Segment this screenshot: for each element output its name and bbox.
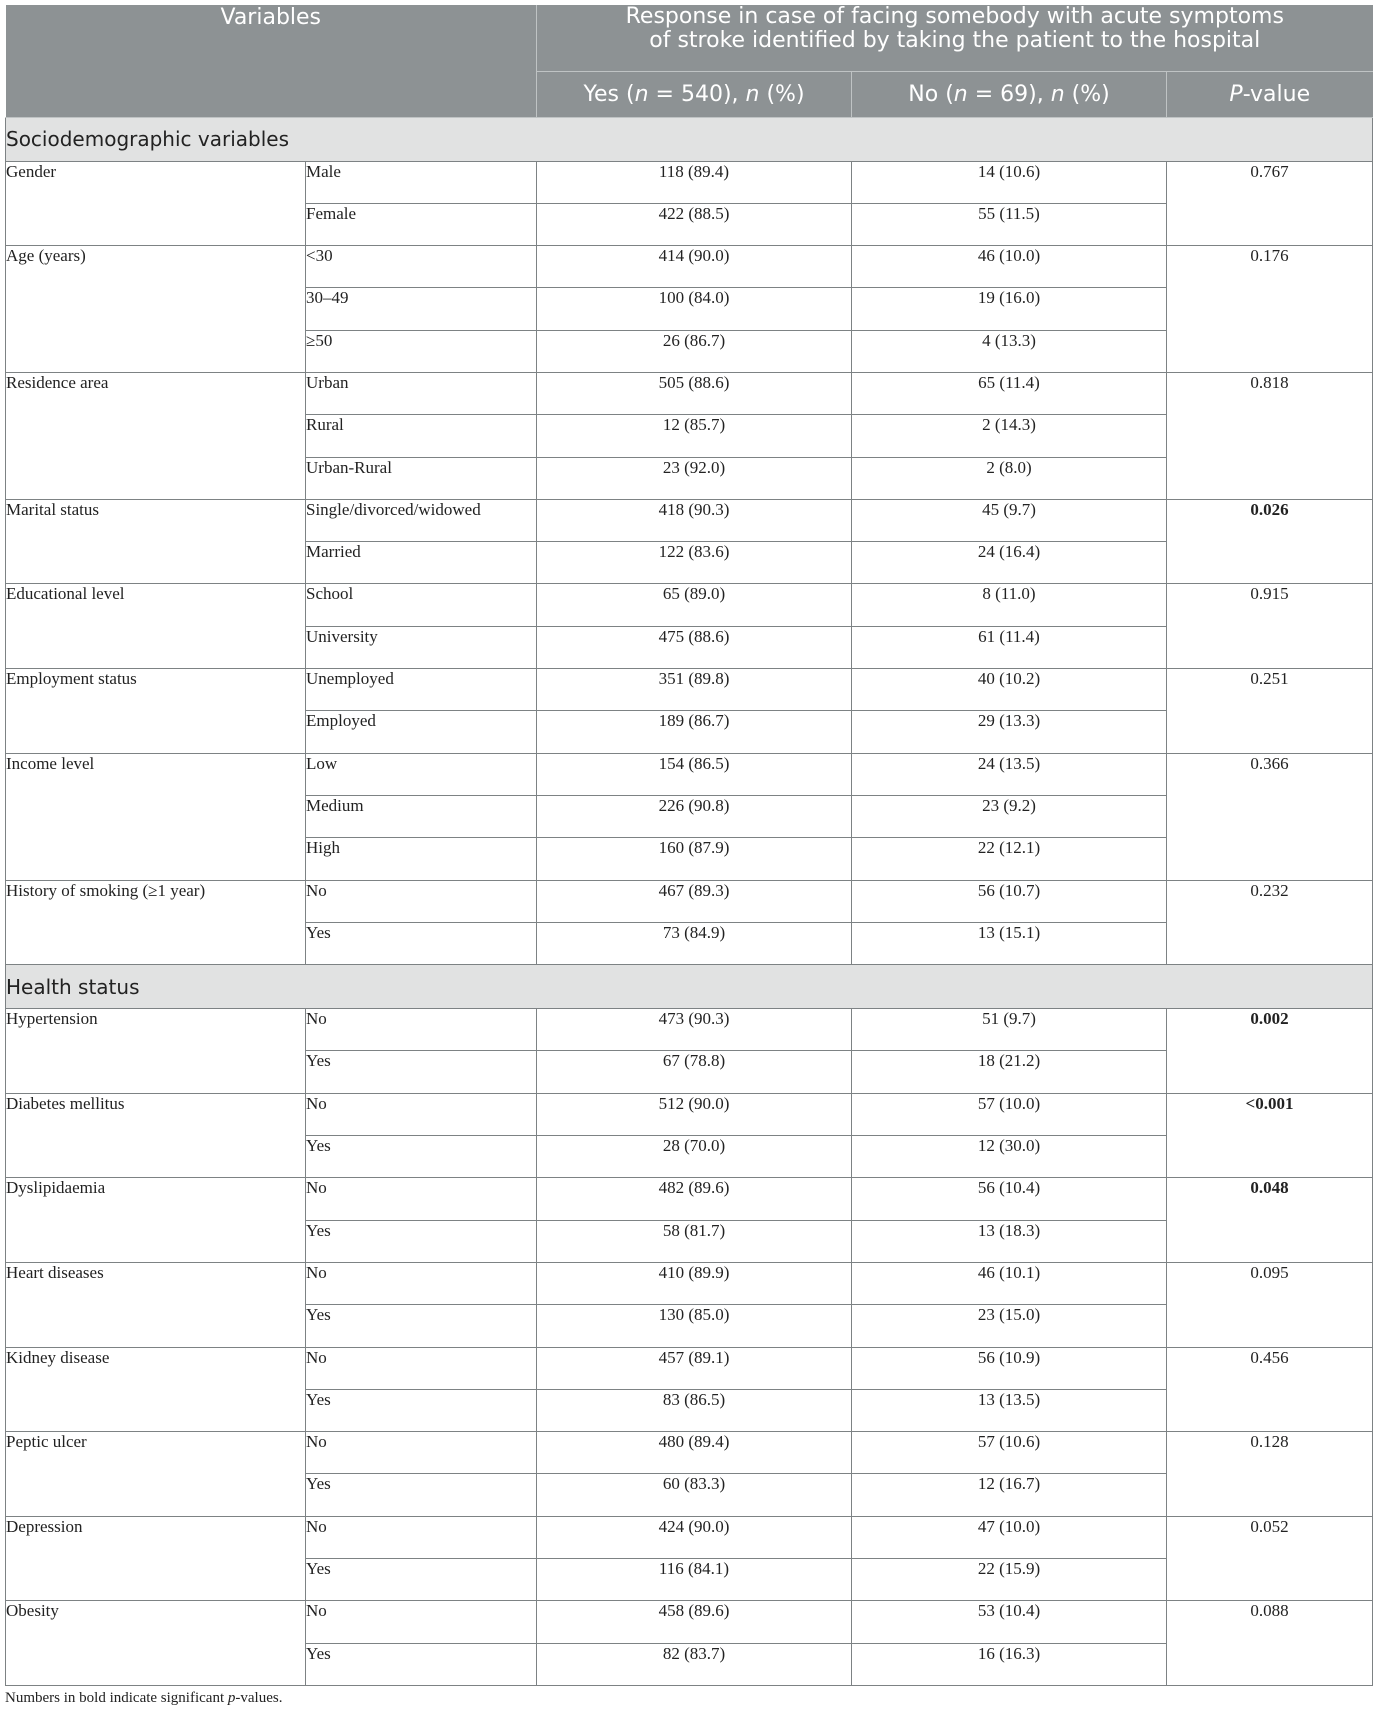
no-count: 47 (10.0) bbox=[852, 1516, 1167, 1558]
category-label: Yes bbox=[306, 1051, 537, 1093]
no-count: 12 (16.7) bbox=[852, 1474, 1167, 1516]
no-count: 14 (10.6) bbox=[852, 161, 1167, 203]
category-label: No bbox=[306, 1093, 537, 1135]
p-value: 0.818 bbox=[1167, 372, 1373, 499]
table-row bbox=[6, 1093, 1373, 1135]
table-header bbox=[6, 5, 1373, 117]
no-count: 56 (10.4) bbox=[852, 1178, 1167, 1220]
category-label: School bbox=[306, 584, 537, 626]
category-label: Yes bbox=[306, 1220, 537, 1262]
no-count: 57 (10.0) bbox=[852, 1093, 1167, 1135]
yes-count: 26 (86.7) bbox=[537, 330, 852, 372]
variable-name: Dyslipidaemia bbox=[6, 1178, 306, 1263]
p-value: 0.052 bbox=[1167, 1516, 1373, 1601]
table-body bbox=[6, 117, 1373, 1685]
variable-name: Depression bbox=[6, 1516, 306, 1601]
category-label: Employed bbox=[306, 711, 537, 753]
table-row bbox=[6, 584, 1373, 626]
no-count: 18 (21.2) bbox=[852, 1051, 1167, 1093]
yes-count: 414 (90.0) bbox=[537, 246, 852, 288]
category-label: Female bbox=[306, 203, 537, 245]
yes-count: 424 (90.0) bbox=[537, 1516, 852, 1558]
category-label: Yes bbox=[306, 1474, 537, 1516]
category-label: No bbox=[306, 1601, 537, 1643]
no-count: 13 (15.1) bbox=[852, 922, 1167, 964]
section-row bbox=[6, 965, 1373, 1009]
variable-name: Peptic ulcer bbox=[6, 1432, 306, 1517]
no-count: 61 (11.4) bbox=[852, 626, 1167, 668]
variable-name: Kidney disease bbox=[6, 1347, 306, 1432]
no-count: 53 (10.4) bbox=[852, 1601, 1167, 1643]
yes-count: 351 (89.8) bbox=[537, 669, 852, 711]
no-count: 65 (11.4) bbox=[852, 372, 1167, 414]
no-count: 46 (10.0) bbox=[852, 246, 1167, 288]
yes-count: 67 (78.8) bbox=[537, 1051, 852, 1093]
no-count: 12 (30.0) bbox=[852, 1136, 1167, 1178]
no-count: 40 (10.2) bbox=[852, 669, 1167, 711]
variable-name: Gender bbox=[6, 161, 306, 246]
variable-name: Hypertension bbox=[6, 1009, 306, 1094]
header-response-title bbox=[537, 5, 1373, 71]
results-table bbox=[5, 5, 1373, 1686]
yes-count: 83 (86.5) bbox=[537, 1389, 852, 1431]
section-row bbox=[6, 117, 1373, 161]
no-count: 2 (8.0) bbox=[852, 457, 1167, 499]
p-value: <0.001 bbox=[1167, 1093, 1373, 1178]
p-value: 0.128 bbox=[1167, 1432, 1373, 1517]
category-label: Urban-Rural bbox=[306, 457, 537, 499]
no-count: 13 (18.3) bbox=[852, 1220, 1167, 1262]
variable-name: History of smoking (≥1 year) bbox=[6, 880, 306, 965]
no-count: 2 (14.3) bbox=[852, 415, 1167, 457]
variable-name: Residence area bbox=[6, 372, 306, 499]
no-count: 46 (10.1) bbox=[852, 1262, 1167, 1304]
category-label: Low bbox=[306, 753, 537, 795]
p-value: 0.026 bbox=[1167, 499, 1373, 584]
table-row bbox=[6, 880, 1373, 922]
category-label: No bbox=[306, 1347, 537, 1389]
no-count: 56 (10.9) bbox=[852, 1347, 1167, 1389]
no-count: 55 (11.5) bbox=[852, 203, 1167, 245]
yes-count: 422 (88.5) bbox=[537, 203, 852, 245]
yes-count: 458 (89.6) bbox=[537, 1601, 852, 1643]
table-row bbox=[6, 1516, 1373, 1558]
category-label: Medium bbox=[306, 795, 537, 837]
variable-name: Educational level bbox=[6, 584, 306, 669]
category-label: High bbox=[306, 838, 537, 880]
category-label: Yes bbox=[306, 1643, 537, 1685]
yes-count: 226 (90.8) bbox=[537, 795, 852, 837]
no-count: 24 (16.4) bbox=[852, 542, 1167, 584]
category-label: Rural bbox=[306, 415, 537, 457]
no-count: 57 (10.6) bbox=[852, 1432, 1167, 1474]
table-row bbox=[6, 499, 1373, 541]
yes-count: 73 (84.9) bbox=[537, 922, 852, 964]
no-count: 24 (13.5) bbox=[852, 753, 1167, 795]
table-row bbox=[6, 246, 1373, 288]
category-label: No bbox=[306, 880, 537, 922]
category-label: No bbox=[306, 1178, 537, 1220]
header-response-line2: of stroke identified by taking the patient to the hospital bbox=[649, 28, 1261, 53]
yes-count: 473 (90.3) bbox=[537, 1009, 852, 1051]
header-no: No (n = 69), n (%) bbox=[852, 71, 1167, 117]
category-label: Yes bbox=[306, 922, 537, 964]
yes-count: 12 (85.7) bbox=[537, 415, 852, 457]
variable-name: Age (years) bbox=[6, 246, 306, 373]
category-label: No bbox=[306, 1009, 537, 1051]
no-count: 22 (12.1) bbox=[852, 838, 1167, 880]
yes-count: 65 (89.0) bbox=[537, 584, 852, 626]
yes-count: 475 (88.6) bbox=[537, 626, 852, 668]
table-row bbox=[6, 372, 1373, 414]
no-count: 56 (10.7) bbox=[852, 880, 1167, 922]
p-value: 0.088 bbox=[1167, 1601, 1373, 1686]
variable-name: Employment status bbox=[6, 669, 306, 754]
yes-count: 189 (86.7) bbox=[537, 711, 852, 753]
yes-count: 512 (90.0) bbox=[537, 1093, 852, 1135]
p-value: 0.232 bbox=[1167, 880, 1373, 965]
header-variables: Variables bbox=[6, 5, 537, 117]
category-label: Male bbox=[306, 161, 537, 203]
header-p-value: P-value bbox=[1167, 71, 1373, 117]
p-value: 0.176 bbox=[1167, 246, 1373, 373]
p-value: 0.095 bbox=[1167, 1262, 1373, 1347]
p-value: 0.002 bbox=[1167, 1009, 1373, 1094]
category-label: <30 bbox=[306, 246, 537, 288]
yes-count: 418 (90.3) bbox=[537, 499, 852, 541]
category-label: Yes bbox=[306, 1136, 537, 1178]
section-title: Health status bbox=[6, 965, 1373, 1009]
yes-count: 457 (89.1) bbox=[537, 1347, 852, 1389]
table-row bbox=[6, 161, 1373, 203]
yes-count: 82 (83.7) bbox=[537, 1643, 852, 1685]
variable-name: Obesity bbox=[6, 1601, 306, 1686]
table-footnote: Numbers in bold indicate significant p-values. bbox=[5, 1690, 283, 1706]
no-count: 23 (15.0) bbox=[852, 1305, 1167, 1347]
yes-count: 58 (81.7) bbox=[537, 1220, 852, 1262]
table-row bbox=[6, 1601, 1373, 1643]
no-count: 13 (13.5) bbox=[852, 1389, 1167, 1431]
p-value: 0.456 bbox=[1167, 1347, 1373, 1432]
category-label: Yes bbox=[306, 1559, 537, 1601]
no-count: 51 (9.7) bbox=[852, 1009, 1167, 1051]
yes-count: 482 (89.6) bbox=[537, 1178, 852, 1220]
category-label: Married bbox=[306, 542, 537, 584]
results-table-container bbox=[5, 5, 1372, 1686]
no-count: 8 (11.0) bbox=[852, 584, 1167, 626]
table-row bbox=[6, 753, 1373, 795]
p-value: 0.366 bbox=[1167, 753, 1373, 880]
table-row bbox=[6, 669, 1373, 711]
no-count: 45 (9.7) bbox=[852, 499, 1167, 541]
yes-count: 154 (86.5) bbox=[537, 753, 852, 795]
p-value: 0.915 bbox=[1167, 584, 1373, 669]
category-label: Urban bbox=[306, 372, 537, 414]
category-label: Single/divorced/widowed bbox=[306, 499, 537, 541]
yes-count: 118 (89.4) bbox=[537, 161, 852, 203]
yes-count: 122 (83.6) bbox=[537, 542, 852, 584]
table-row bbox=[6, 1178, 1373, 1220]
category-label: Yes bbox=[306, 1389, 537, 1431]
variable-name: Heart diseases bbox=[6, 1262, 306, 1347]
variable-name: Diabetes mellitus bbox=[6, 1093, 306, 1178]
yes-count: 28 (70.0) bbox=[537, 1136, 852, 1178]
yes-count: 130 (85.0) bbox=[537, 1305, 852, 1347]
category-label: Yes bbox=[306, 1305, 537, 1347]
yes-count: 505 (88.6) bbox=[537, 372, 852, 414]
variable-name: Income level bbox=[6, 753, 306, 880]
variable-name: Marital status bbox=[6, 499, 306, 584]
header-response-line1: Response in case of facing somebody with acute symptoms bbox=[625, 4, 1284, 29]
table-row bbox=[6, 1347, 1373, 1389]
yes-count: 23 (92.0) bbox=[537, 457, 852, 499]
no-count: 23 (9.2) bbox=[852, 795, 1167, 837]
yes-count: 116 (84.1) bbox=[537, 1559, 852, 1601]
p-value: 0.767 bbox=[1167, 161, 1373, 246]
category-label: No bbox=[306, 1432, 537, 1474]
category-label: No bbox=[306, 1516, 537, 1558]
category-label: No bbox=[306, 1262, 537, 1304]
yes-count: 467 (89.3) bbox=[537, 880, 852, 922]
category-label: Unemployed bbox=[306, 669, 537, 711]
p-value: 0.251 bbox=[1167, 669, 1373, 754]
p-value: 0.048 bbox=[1167, 1178, 1373, 1263]
yes-count: 480 (89.4) bbox=[537, 1432, 852, 1474]
table-row bbox=[6, 1262, 1373, 1304]
yes-count: 100 (84.0) bbox=[537, 288, 852, 330]
yes-count: 160 (87.9) bbox=[537, 838, 852, 880]
table-row bbox=[6, 1009, 1373, 1051]
no-count: 29 (13.3) bbox=[852, 711, 1167, 753]
no-count: 16 (16.3) bbox=[852, 1643, 1167, 1685]
no-count: 4 (13.3) bbox=[852, 330, 1167, 372]
category-label: University bbox=[306, 626, 537, 668]
yes-count: 410 (89.9) bbox=[537, 1262, 852, 1304]
table-row bbox=[6, 1432, 1373, 1474]
no-count: 19 (16.0) bbox=[852, 288, 1167, 330]
section-title: Sociodemographic variables bbox=[6, 117, 1373, 161]
category-label: ≥50 bbox=[306, 330, 537, 372]
category-label: 30–49 bbox=[306, 288, 537, 330]
yes-count: 60 (83.3) bbox=[537, 1474, 852, 1516]
header-yes: Yes (n = 540), n (%) bbox=[537, 71, 852, 117]
no-count: 22 (15.9) bbox=[852, 1559, 1167, 1601]
